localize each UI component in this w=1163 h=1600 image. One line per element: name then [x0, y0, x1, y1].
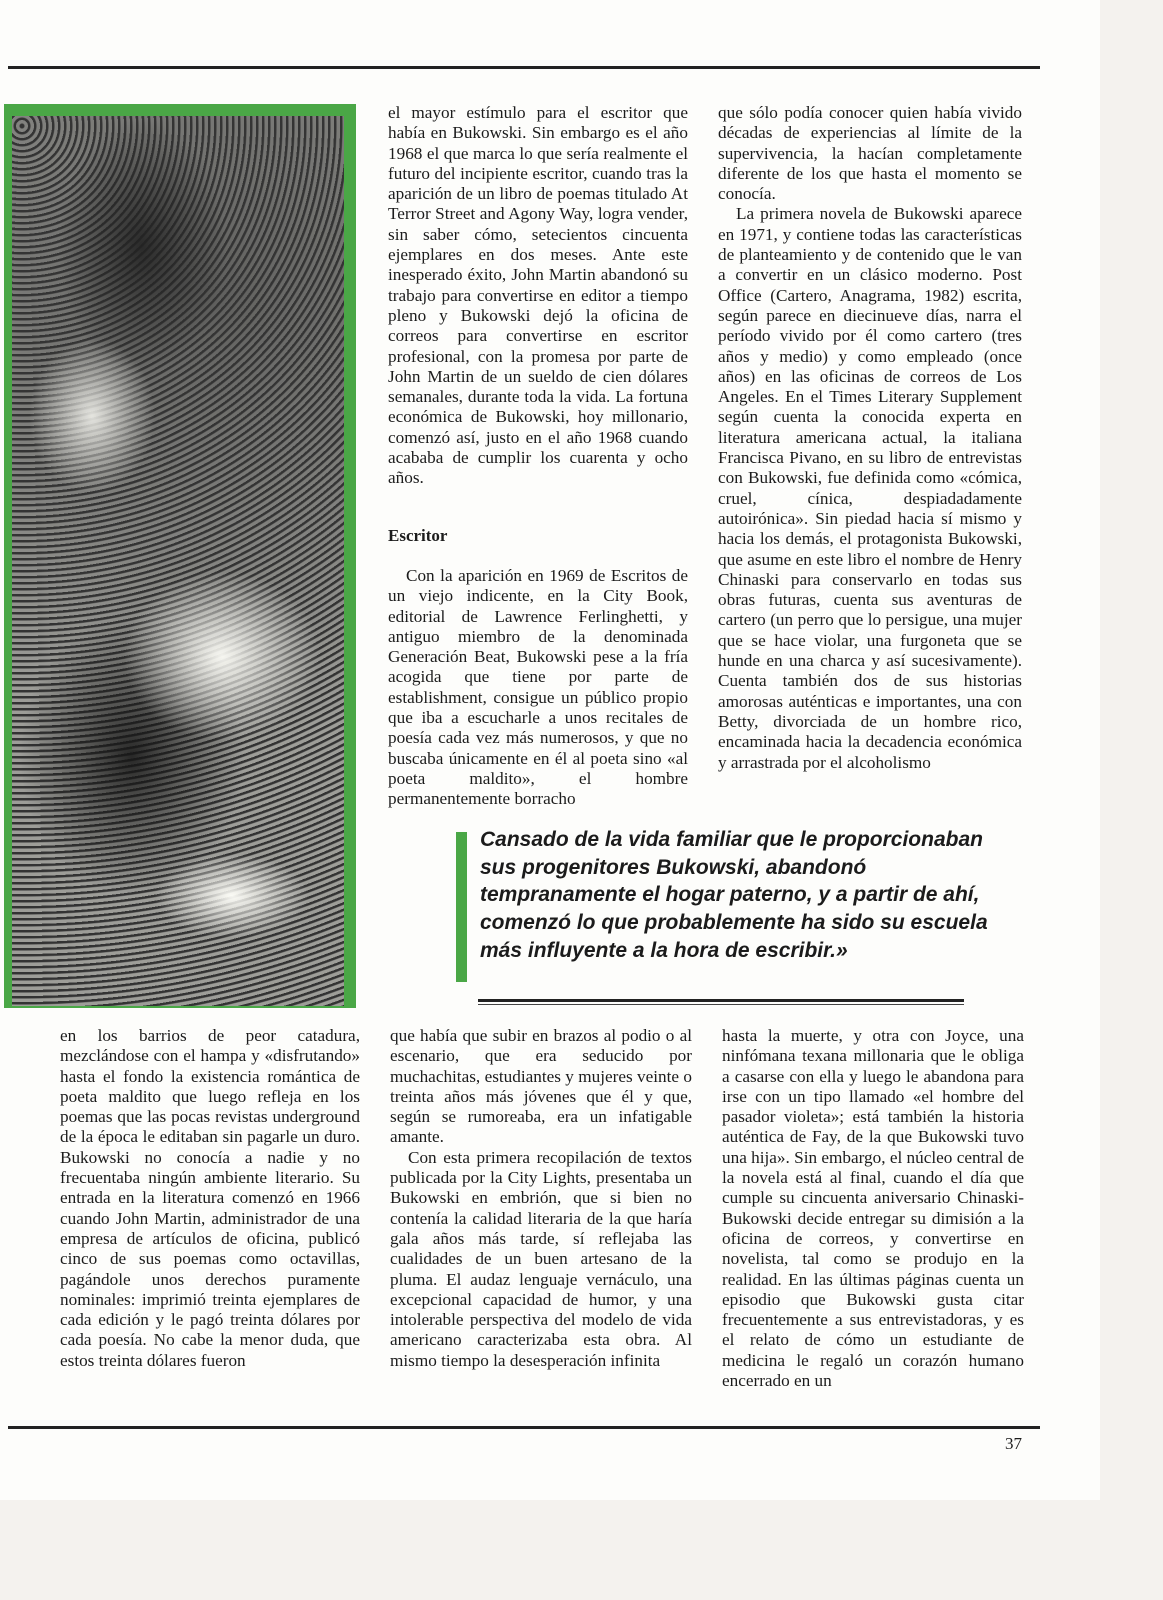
paragraph: que había que subir en brazos al podio o al escenario, que era seducido por muchachitas, estudiantes y mujeres veinte o treinta años más jóvenes que él y que, según se rumoreaba, era un infatigable amante. [390, 1026, 692, 1147]
column-2-top [388, 103, 688, 489]
section-heading: Escritor [388, 526, 448, 545]
quote-rule [478, 999, 964, 1002]
column-1-bottom [60, 1026, 360, 1371]
paragraph: en los barrios de peor catadura, mezclándose con el hampa y «disfrutando» hasta el fondo la existencia romántica de poeta maldito que luego refleja en los poemas que las pocas revistas underground de la época le editaban sin pagarle un duro. Bukowski no conocía a nadie y no frecuentaba ningún ambiente literario. Su entrada en la literatura comenzó en 1966 cuando John Martin, administrador de una empresa de artículos de oficina, publicó cinco de sus poemas como octavillas, pagándole unos derechos puramente nominales: imprimió treinta ejemplares de cada edición y le pagó treinta dólares por cada poesía. No cabe la menor duda, que estos treinta dólares fueron [60, 1026, 360, 1370]
paragraph: La primera novela de Bukowski aparece en 1971, y contiene todas las características de planteamiento y de contenido que le van a convertir en un clásico moderno. Post Office (Cartero, Anagrama, 1982) escrita, según parece en diecinueve días, narra el período vivido por él como cartero (tres años y medio) y como empleado (once años) en las oficinas de correos de Los Angeles. En el Times Literary Supplement según cuenta la conocida experta en literatura americana actual, la italiana Francisca Pivano, en su libro de entrevistas con Bukowski, fue definida como «cómica, cruel, cínica, despiadadamente autoirónica». Sin piedad hacia sí mismo y hacia los demás, el protagonista Bukowski, que asume en este libro el nombre de Henry Chinaski para conservarlo en todas sus obras futuras, cuenta sus aventuras de cartero (un perro que lo persigue, una mujer que se hace violar, una furgoneta que se hunde en una charca y así sucesivamente). Cuenta también dos de sus historias amorosas auténticas e importantes, una con Betty, divorciada de un hombre rico, encaminada hacia la decadencia económica y arrastrada por el alcoholismo [718, 204, 1022, 772]
paragraph: hasta la muerte, y otra con Joyce, una ninfómana texana millonaria que le obliga a casarse con ella y luego le abandona para irse con un tipo llamado «el hombre del pasador violeta»; está también la historia auténtica de Fay, de la que Bukowski tuvo una hija». Sin embargo, el núcleo central de la novela está al final, cuando el día que cumple su cincuenta aniversario Chinaski-Bukowski decide entregar su dimisión a la oficina de correos, y convertirse en novelista, tal como se produjo en la realidad. En las últimas páginas cuenta un episodio que Bukowski gusta citar frecuentemente a sus entrevistadoras, y es el relato de cómo un estudiante de medicina le regaló un corazón humano encerrado en un [722, 1026, 1024, 1391]
column-3-bottom [722, 1026, 1024, 1391]
pull-quote: Cansado de la vida familiar que le proporcionaban sus progenitores Bukowski, abandonó tempranamente el hogar paterno, y a partir de ahí, comenzó lo que probablemente ha sido su escuela más influyente a la hora de escribir.» [480, 828, 988, 962]
paragraph: que sólo podía conocer quien había vivido décadas de experiencias al límite de la supervivencia, la hacían completamente diferente de los que hasta el momento se conocía. [718, 103, 1022, 204]
page-number: 37 [1005, 1434, 1022, 1453]
paragraph: el mayor estímulo para el escritor que había en Bukowski. Sin embargo es el año 1968 el que marca lo que sería realmente el futuro del incipiente escritor, cuando tras la aparición de un libro de poemas titulado At Terror Street and Agony Way, logra vender, sin saber cómo, setecientos cincuenta ejemplares en dos meses. Ante este inesperado éxito, John Martin abandonó su trabajo para convertirse en editor a tiempo pleno y Bukowski dejó la oficina de correos para convertirse en escritor profesional, con la promesa por parte de John Martin de un sueldo de cien dólares semanales, durante toda la vida. La fortuna económica de Bukowski, hoy millonario, comenzó así, justo en el año 1968 cuando acababa de cumplir los cuarenta y ocho años. [388, 103, 688, 488]
column-2-bottom [390, 1026, 692, 1371]
column-2-mid [388, 566, 688, 810]
top-rule [8, 66, 1040, 69]
quote-accent-bar [456, 832, 467, 982]
bottom-rule [8, 1426, 1040, 1429]
photo-frame [4, 104, 356, 1008]
quote-rule-thin [478, 1004, 964, 1005]
column-3-top [718, 103, 1022, 773]
bukowski-photo [12, 116, 344, 1006]
paragraph: Con esta primera recopilación de textos publicada por la City Lights, presentaba un Bukowski en embrión, que si bien no contenía la calidad literaria de la que haría gala años más tarde, sí reflejaba las cualidades de un buen artesano de la pluma. El audaz lenguaje vernáculo, una excepcional capacidad de humor, y una intolerable perspectiva del modelo de vida americano caracterizaba esta obra. Al mismo tiempo la desesperación infinita [390, 1147, 692, 1370]
paragraph: Con la aparición en 1969 de Escritos de un viejo indicente, en la City Book, editorial de Lawrence Ferlinghetti, y antiguo miembro de la denominada Generación Beat, Bukowski pese a la fría acogida que tiene por parte de establishment, consigue un público propio que iba a escucharle a unos recitales de poesía cada vez más numerosos, y que no buscaba únicamente en él al poeta sino «al poeta maldito», el hombre permanentemente borracho [388, 566, 688, 809]
